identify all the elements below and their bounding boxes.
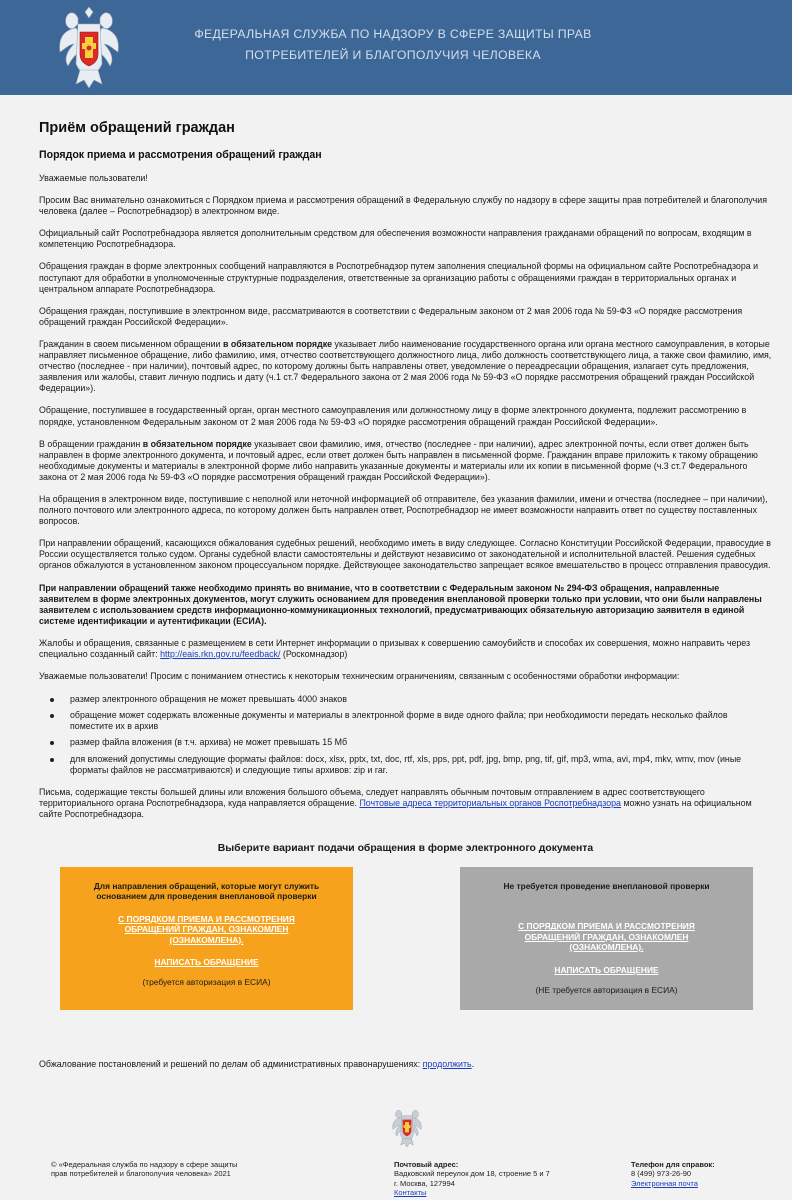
page-title: Приём обращений граждан xyxy=(39,120,235,136)
text: Гражданин в своем письменном обращении xyxy=(39,338,223,349)
list-item: размер электронного обращения не может превышать 4000 знаков xyxy=(70,694,772,705)
emphasis: При направлении обращений также необходимо принять во внимание, что в соответствии с Федеральным законом № 294-ФЗ обращения, направленные заявителем в форме электронных документов, могут служить основанием для проведения внеплановой проверки только при условии, что они были направлены заявителем с использованием средств информационно-коммуникационных технологий, предусматривающих обязательную авторизацию заявителя в единой системе идентификации и аутентификации (ЕСИА). xyxy=(39,582,762,626)
option-box-esia xyxy=(60,867,353,1010)
postal-addresses-link[interactable]: Почтовые адреса территориальных органов Роспотребнадзора xyxy=(359,797,621,808)
double-headed-eagle-emblem-icon[interactable] xyxy=(56,4,122,90)
footer-copyright: © «Федеральная служба по надзору в сфере защиты прав потребителей и благополучия человека» 2021 xyxy=(51,1160,238,1179)
option-box-note: (НЕ требуется авторизация в ЕСИА) xyxy=(535,985,678,996)
paragraph-electronic-requirements xyxy=(39,439,772,483)
agency-title-line2: ПОТРЕБИТЕЛЕЙ И БЛАГОПОЛУЧИЯ ЧЕЛОВЕКА xyxy=(245,48,541,62)
paragraph-roskomnadzor xyxy=(39,638,772,660)
paragraph-law-294 xyxy=(39,583,772,627)
choose-option-title: Выберите вариант подачи обращения в форме электронного документа xyxy=(217,843,594,854)
phone-number: 8 (499) 973-26-90 xyxy=(631,1169,692,1179)
paragraph-incomplete-info: На обращения в электронном виде, поступившие с неполной или неточной информацией об отправителе, без указания фамилии, имени и отчества (последнее – при наличии), полного почтового или электронного адреса, по которому должен быть направлен ответ, Роспотребнадзор не имеет возможности направить ответ по существу поставленных вопросов. xyxy=(39,493,768,527)
postal-line1: Вадковский переулок дом 18, строение 5 и 7 xyxy=(394,1169,550,1179)
option-box-title: Не требуется проведение внеплановой проверки xyxy=(503,881,710,891)
paragraph-official-site: Официальный сайт Роспотребнадзора является дополнительным средством для обеспечения возможности направления гражданами обращений по вопросам, входящим в компетенцию Роспотребнадзора. xyxy=(39,228,752,250)
footer-phone xyxy=(631,1160,771,1188)
procedure-acknowledge-link[interactable]: С ПОРЯДКОМ ПРИЕМА И РАССМОТРЕНИЯ ОБРАЩЕНИЙ ГРАЖДАН, ОЗНАКОМЛЕН (ОЗНАКОМЛЕНА). xyxy=(518,921,695,953)
footer-postal xyxy=(394,1160,594,1197)
phone-label: Телефон для справок: xyxy=(631,1160,715,1169)
paragraph-law-59: Обращения граждан, поступившие в электронном виде, рассматриваются в соответствии с Федеральным законом от 2 мая 2006 года № 59-ФЗ «О порядке рассмотрения обращений граждан Российской Федерации». xyxy=(39,305,743,327)
greeting: Уважаемые пользователи! xyxy=(39,173,148,183)
postal-label: Почтовый адрес: xyxy=(394,1160,459,1169)
option-box-plain xyxy=(460,867,753,1010)
option-box-note: (требуется авторизация в ЕСИА) xyxy=(142,977,271,988)
main-content xyxy=(39,95,772,1069)
paragraph-intro: Просим Вас внимательно ознакомиться с Порядком приема и рассмотрения обращений в Федеральную службу по надзору в сфере защиты прав потребителей и благополучия человека (далее – Роспотребнадзор) в электронном виде. xyxy=(39,195,768,217)
limits-list xyxy=(39,694,772,776)
text: можно узнать на официальном сайте Роспотребнадзора. xyxy=(39,797,752,819)
roskomnadzor-feedback-link[interactable]: http://eais.rkn.gov.ru/feedback/ xyxy=(160,649,281,659)
text: Жалобы и обращения, связанные с размещением в сети Интернет информации о призывах к совершению самоубийств и способах их совершения, можно направить через специально созданный сайт: xyxy=(39,637,751,659)
write-appeal-link[interactable]: НАПИСАТЬ ОБРАЩЕНИЕ xyxy=(154,957,259,968)
text: указывает свои фамилию, имя, отчество (последнее - при наличии), адрес электронной почты, если ответ должен быть направлен в форме электронного документа, и почтовый адрес, если ответ должен быть направлен в письменной форме. Гражданин вправе приложить к такому обращению необходимые документы и материалы в электронной форме либо направить указанные документы и материалы или их копии в письменной форме (ч.3 ст.7 Федерального закона от 2 мая 2006 года № 59-ФЗ «О порядке рассмотрения обращений граждан Российской Федерации»). xyxy=(39,438,758,482)
paragraph-tech-limits: Уважаемые пользователи! Просим с пониманием отнестись к некоторым техническим ограничениям, связанным с особенностями обработки информации: xyxy=(39,671,680,682)
postal-line2: г. Москва, 127994 xyxy=(394,1178,455,1188)
email-link[interactable]: Электронная почта xyxy=(631,1178,698,1188)
list-item: обращение может содержать вложенные документы и материалы в электронной форме в виде одного файла; при необходимости передать несколько файлов поместите их в архив xyxy=(70,710,772,732)
emphasis: в обязательном порядке xyxy=(142,438,252,449)
administrative-appeal xyxy=(39,1059,474,1070)
paragraph-court-decisions: При направлении обращений, касающихся обжалования судебных решений, необходимо иметь в виду следующее. Согласно Конституции Российской Федерации, правосудие в России осуществляется только судом. Органы судебной власти самостоятельны и действуют независимо от законодательной и исполнительной властей. Решения судебных органов обжалуются в установленном законом процессуальном порядке. Действующее законодательство запрещает всякое вмешательство в процесс отправления правосудия. xyxy=(39,538,771,571)
agency-title-line1: ФЕДЕРАЛЬНАЯ СЛУЖБА ПО НАДЗОРУ В СФЕРЕ ЗАЩИТЫ ПРАВ xyxy=(194,27,592,41)
contacts-link[interactable]: Контакты xyxy=(394,1187,427,1197)
write-appeal-link[interactable]: НАПИСАТЬ ОБРАЩЕНИЕ xyxy=(554,964,659,975)
list-item: для вложений допустимы следующие форматы файлов: docx, xlsx, pptx, txt, doc, rtf, xls, pps, ppt, pdf, jpg, bmp, png, tif, gif, mp3, wma, avi, mp4, mkv, wmv, mov (иные форматы файлов не рассматриваются) и следующие типы архивов: zip и rar. xyxy=(70,754,772,776)
text: (Роскомнадзор) xyxy=(280,649,348,659)
text: Письма, содержащие тексты большей длины или вложения большого объема, следует направлять обычным почтовым отправлением в адрес соответствующего территориального органа Роспотребнадзора, куда направляется обращение. xyxy=(39,786,705,808)
agency-title xyxy=(140,24,646,66)
appeal-continue-link[interactable]: продолжить xyxy=(422,1059,472,1069)
paragraph-written-requirements xyxy=(39,339,772,394)
page-subtitle: Порядок приема и рассмотрения обращений граждан xyxy=(39,149,322,161)
text: В обращении гражданин xyxy=(39,438,143,449)
paragraph-electronic-document: Обращение, поступившее в государственный орган, орган местного самоуправления или должностному лицу в форме электронного документа, подлежит рассмотрению в порядке, установленном Федеральным законом от 2 мая 2006 года № 59-ФЗ «О порядке рассмотрения обращений граждан Российской Федерации». xyxy=(39,405,747,427)
site-header xyxy=(0,0,792,95)
procedure-acknowledge-link[interactable]: С ПОРЯДКОМ ПРИЕМА И РАССМОТРЕНИЯ ОБРАЩЕНИЙ ГРАЖДАН, ОЗНАКОМЛЕН (ОЗНАКОМЛЕНА). xyxy=(118,913,295,945)
text: Обжалование постановлений и решений по делам об административных правонарушениях: xyxy=(39,1059,423,1069)
emphasis: в обязательном порядке xyxy=(222,338,333,349)
text: . xyxy=(471,1059,475,1069)
paragraph-electronic-messages: Обращения граждан в форме электронных сообщений направляются в Роспотребнадзор путем заполнения специальной формы на официальном сайте Роспотребнадзора и поступают для обработки в уполномоченные структурные подразделения, ответственные за организацию работы с обращениями граждан в территориальных органах и центральном аппарате Роспотребнадзора. xyxy=(39,261,759,294)
footer-emblem-icon xyxy=(390,1106,424,1148)
paragraph-large-letters xyxy=(39,787,772,820)
list-item: размер файла вложения (в т.ч. архива) не может превышать 15 Мб xyxy=(70,737,772,748)
option-box-title: Для направления обращений, которые могут служить основанием для проведения внеплановой проверки xyxy=(93,881,320,902)
text: указывает либо наименование государственного органа или органа местного самоуправления, в которые направляет письменное обращение, либо фамилию, имя, отчество соответствующего должностного лица, либо должность соответствующего лица, а также свои фамилию, имя, отчество (последнее - при наличии), почтовый адрес, по которому должны быть направлены ответ, уведомление о переадресации обращения, излагает суть предложения, заявления или жалобы, ставит личную подпись и дату (ч.1 ст.7 Федерального закона от 2 мая 2006 года № 59-ФЗ «О порядке рассмотрения обращений граждан Российской Федерации»). xyxy=(39,338,772,394)
